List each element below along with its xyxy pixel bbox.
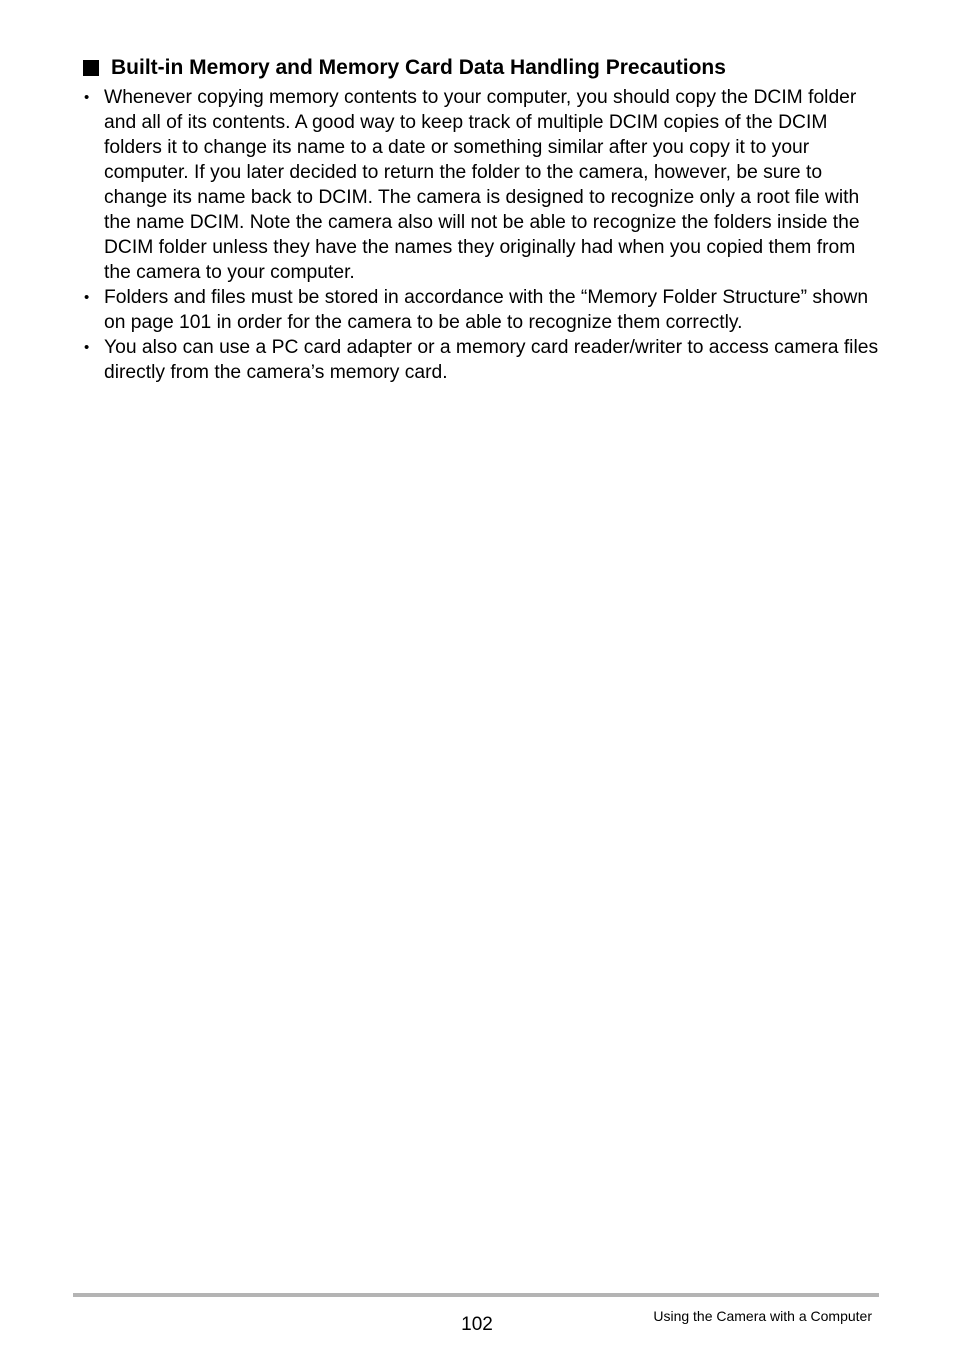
page-number: 102	[461, 1314, 493, 1335]
section-heading	[83, 52, 903, 84]
footer-chapter-title: Using the Camera with a Computer	[653, 1308, 872, 1324]
bullet-icon: •	[84, 289, 90, 306]
precautions-list	[84, 85, 884, 385]
list-item-text: Folders and files must be stored in accordance with the “Memory Folder Structure” shown on page 101 in order for the camera to be able to recognize them correctly.	[104, 287, 869, 333]
bullet-icon: •	[84, 339, 90, 356]
section-heading-text: Built-in Memory and Memory Card Data Handling Precautions	[111, 56, 726, 79]
list-item-text: Whenever copying memory contents to your computer, you should copy the DCIM folder and all of its contents. A good way to keep track of multiple DCIM copies of the DCIM folders it to change its name to a date or something similar after you copy it to your computer. If you later decided to return the folder to the camera, however, be sure to change its name back to DCIM. The camera is designed to recognize only a root file with the name DCIM. Note the camera also will not be able to recognize the folders inside the DCIM folder unless they have the names they originally had when you copied them from the camera to your computer.	[104, 87, 860, 283]
list-item	[84, 85, 884, 285]
list-item	[84, 285, 884, 335]
black-square-icon	[83, 60, 99, 76]
list-item	[84, 335, 884, 385]
footer-divider	[73, 1293, 879, 1297]
list-item-text: You also can use a PC card adapter or a memory card reader/writer to access camera files directly from the camera’s memory card.	[104, 337, 879, 383]
bullet-icon: •	[84, 89, 90, 106]
